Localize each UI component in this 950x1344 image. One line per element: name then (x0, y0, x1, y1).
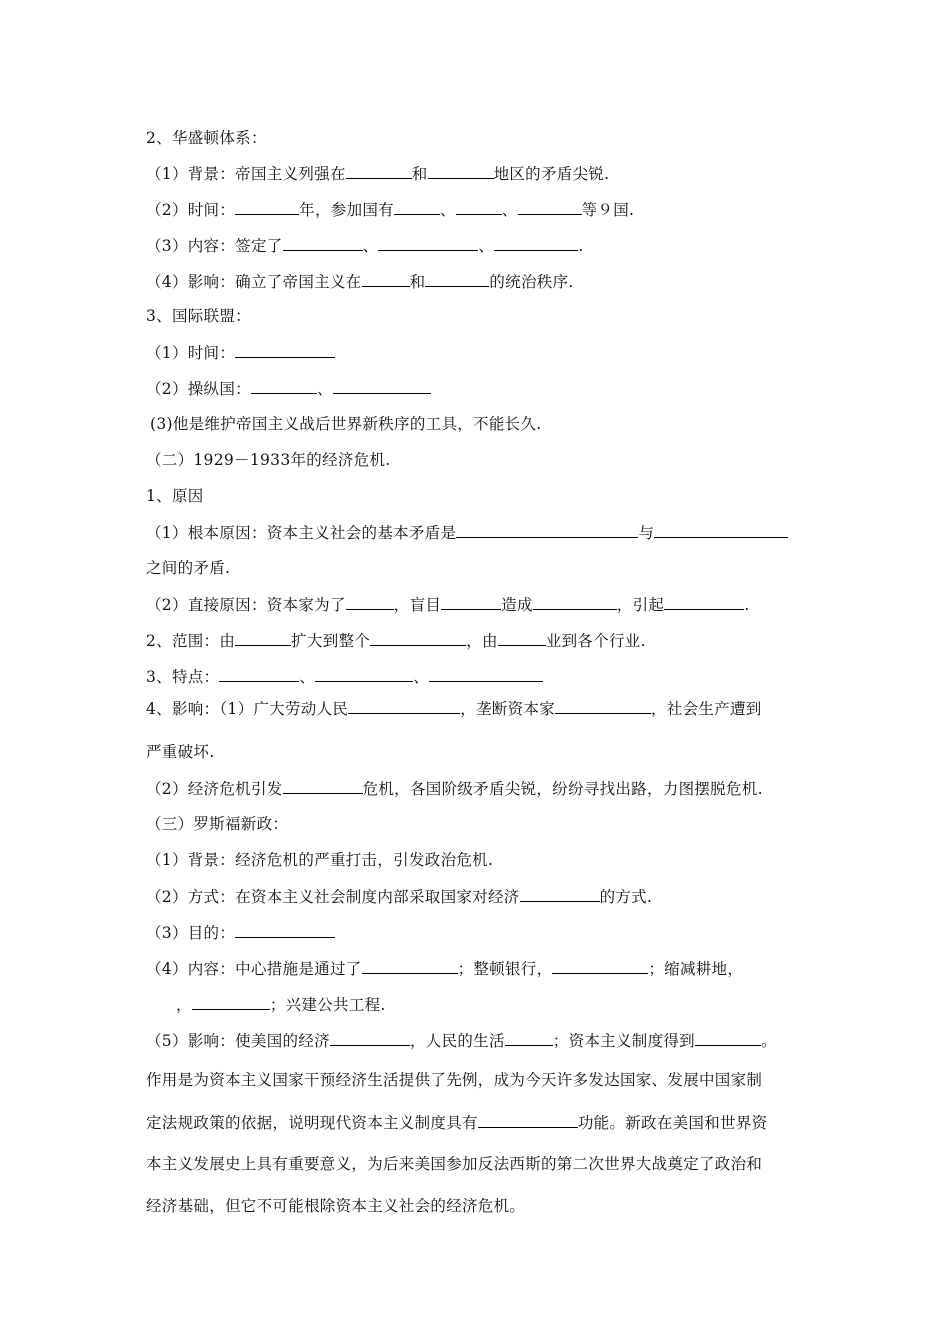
text-seg: 严重破坏. (146, 743, 215, 761)
fill-blank[interactable] (441, 593, 501, 610)
fill-blank[interactable] (518, 198, 582, 215)
fill-blank[interactable] (498, 629, 546, 646)
text-seg: 4、影响：（1）广大劳动人民 (146, 700, 349, 718)
text-seg: 与 (638, 524, 655, 542)
fill-blank[interactable] (346, 162, 412, 179)
text-seg: 地区的矛盾尖锐. (493, 165, 610, 183)
text-seg: 本主义发展史上具有重要意义，为后来美国参加反法西斯的第二次世界大战奠定了政治和 (146, 1155, 763, 1173)
fill-blank[interactable] (394, 198, 440, 215)
text-line-20 (146, 813, 950, 835)
fill-blank[interactable] (428, 162, 494, 179)
text-seg: . (744, 596, 750, 614)
text-line-14 (146, 593, 950, 616)
text-seg: . (578, 237, 584, 255)
fill-blank[interactable] (348, 697, 460, 714)
text-seg: 3、特点： (146, 668, 220, 686)
text-line-21 (146, 849, 950, 871)
text-seg: ，社会生产遭到 (651, 700, 762, 718)
fill-blank[interactable] (370, 629, 466, 646)
text-line-29 (146, 1153, 950, 1175)
text-seg: 的方式. (599, 888, 653, 906)
text-line-22 (146, 885, 950, 908)
text-line-23 (146, 921, 950, 944)
text-seg: ， (176, 996, 192, 1014)
text-line-1 (146, 127, 950, 149)
text-seg: （3）目的： (146, 924, 236, 942)
text-seg: ；兴建公共工程. (269, 996, 386, 1014)
text-seg: 、 (478, 237, 495, 255)
text-seg: ；资本主义制度得到 (552, 1032, 695, 1050)
text-seg: 之间的矛盾. (146, 559, 231, 577)
text-seg: ；缩减耕地， (648, 960, 744, 978)
text-seg: 2、范围：由 (146, 632, 236, 650)
text-seg: 、 (501, 201, 518, 219)
text-seg: （2）直接原因：资本家为了 (146, 596, 346, 614)
text-seg: （2）时间： (146, 201, 236, 219)
fill-blank[interactable] (315, 665, 413, 682)
fill-blank[interactable] (362, 957, 458, 974)
text-seg: 危机，各国阶级矛盾尖锐，纷纷寻找出路，力图摆脱危机. (362, 780, 763, 798)
fill-blank[interactable] (533, 593, 617, 610)
fill-blank[interactable] (283, 777, 363, 794)
text-seg: ，人民的生活 (409, 1032, 505, 1050)
fill-blank[interactable] (520, 885, 600, 902)
text-seg: 等９国. (581, 201, 635, 219)
text-line-19 (146, 777, 950, 800)
text-line-24 (146, 957, 950, 980)
text-seg: ，引起 (616, 596, 665, 614)
heading-league-of-nations: 3、国际联盟： (146, 307, 251, 325)
fill-blank[interactable] (555, 697, 651, 714)
text-line-8 (146, 377, 950, 400)
text-line-11 (146, 485, 950, 507)
text-line-16 (146, 665, 950, 688)
text-line-12 (146, 521, 950, 544)
text-seg: 和 (409, 273, 426, 291)
fill-blank[interactable] (330, 1029, 410, 1046)
text-line-28 (146, 1111, 950, 1134)
text-seg: 功能。新政在美国和世界资 (577, 1114, 768, 1132)
text-line-6 (146, 305, 950, 327)
fill-blank[interactable] (219, 665, 299, 682)
text-seg: （1）背景：帝国主义列强在 (146, 165, 346, 183)
text-line-17 (146, 697, 950, 720)
text-line-2 (146, 162, 950, 185)
text-line-9 (150, 413, 950, 435)
text-seg: 、 (299, 668, 316, 686)
text-seg: （1）时间： (146, 344, 236, 362)
text-seg: （4）影响：确立了帝国主义在 (146, 273, 362, 291)
fill-blank[interactable] (456, 198, 502, 215)
text-seg: 经济基础，但它不可能根除资本主义社会的经济危机。 (146, 1197, 526, 1215)
text-seg: ，垄断资本家 (460, 700, 555, 718)
text-seg: ，由 (466, 632, 498, 650)
text-line-25 (176, 993, 950, 1016)
text-seg: 1、原因 (146, 487, 204, 505)
fill-blank[interactable] (429, 665, 543, 682)
text-seg: 和 (411, 165, 428, 183)
text-seg: （2）方式：在资本主义社会制度内部采取国家对经济 (146, 888, 520, 906)
text-seg: （3）内容：签定了 (146, 237, 283, 255)
fill-blank[interactable] (494, 234, 578, 251)
text-line-4 (146, 234, 950, 257)
heading-washington-system: 2、华盛顿体系： (146, 129, 267, 147)
text-seg: 。 (760, 1032, 777, 1050)
heading-economic-crisis: （二）1929－1933年的经济危机. (146, 451, 391, 469)
text-seg: (3)他是维护帝国主义战后世界新秩序的工具，不能长久. (150, 415, 542, 433)
text-seg: （2）操纵国： (146, 380, 251, 398)
fill-blank[interactable] (251, 377, 317, 394)
text-seg: 年，参加国有 (299, 201, 394, 219)
text-seg: （4）内容：中心措施是通过了 (146, 960, 362, 978)
fill-blank[interactable] (695, 1029, 761, 1046)
text-seg: 、 (439, 201, 456, 219)
fill-blank[interactable] (456, 521, 638, 538)
fill-blank[interactable] (378, 234, 478, 251)
fill-blank[interactable] (654, 521, 788, 538)
text-line-7 (146, 341, 950, 364)
text-seg: 定法规政策的依据，说明现代资本主义制度具有 (146, 1114, 478, 1132)
text-line-18 (146, 741, 950, 763)
text-seg: （2）经济危机引发 (146, 780, 283, 798)
text-seg: ；整顿银行， (457, 960, 553, 978)
fill-blank[interactable] (235, 921, 335, 938)
text-line-27 (146, 1069, 950, 1091)
text-seg: 、 (316, 380, 333, 398)
text-line-13 (146, 557, 950, 579)
fill-blank[interactable] (283, 234, 363, 251)
fill-blank[interactable] (192, 993, 270, 1010)
text-line-26 (146, 1029, 950, 1052)
fill-blank[interactable] (664, 593, 744, 610)
fill-blank[interactable] (362, 270, 410, 287)
text-line-5 (146, 270, 950, 293)
text-seg: ，盲目 (393, 596, 442, 614)
text-line-3 (146, 198, 950, 221)
fill-blank[interactable] (235, 198, 299, 215)
fill-blank[interactable] (478, 1111, 578, 1128)
fill-blank[interactable] (235, 341, 335, 358)
fill-blank[interactable] (552, 957, 648, 974)
text-seg: 作用是为资本主义国家干预经济生活提供了先例，成为今天许多发达国家、发展中国家制 (146, 1071, 763, 1089)
text-seg: 造成 (501, 596, 533, 614)
fill-blank[interactable] (235, 629, 291, 646)
text-seg: 业到各个行业. (545, 632, 646, 650)
text-seg: 、 (362, 237, 379, 255)
text-seg: （5）影响：使美国的经济 (146, 1032, 330, 1050)
text-seg: 扩大到整个 (291, 632, 371, 650)
fill-blank[interactable] (425, 270, 489, 287)
text-seg: 、 (413, 668, 429, 686)
fill-blank[interactable] (346, 593, 394, 610)
text-seg: （1）背景：经济危机的严重打击，引发政治危机. (146, 851, 494, 869)
text-line-10 (146, 449, 950, 471)
heading-new-deal: （三）罗斯福新政： (146, 815, 289, 833)
fill-blank[interactable] (333, 377, 431, 394)
text-line-15 (146, 629, 950, 652)
text-line-30 (146, 1195, 950, 1217)
text-seg: （1）根本原因：资本主义社会的基本矛盾是 (146, 524, 457, 542)
fill-blank[interactable] (505, 1029, 553, 1046)
text-seg: 的统治秩序. (489, 273, 574, 291)
